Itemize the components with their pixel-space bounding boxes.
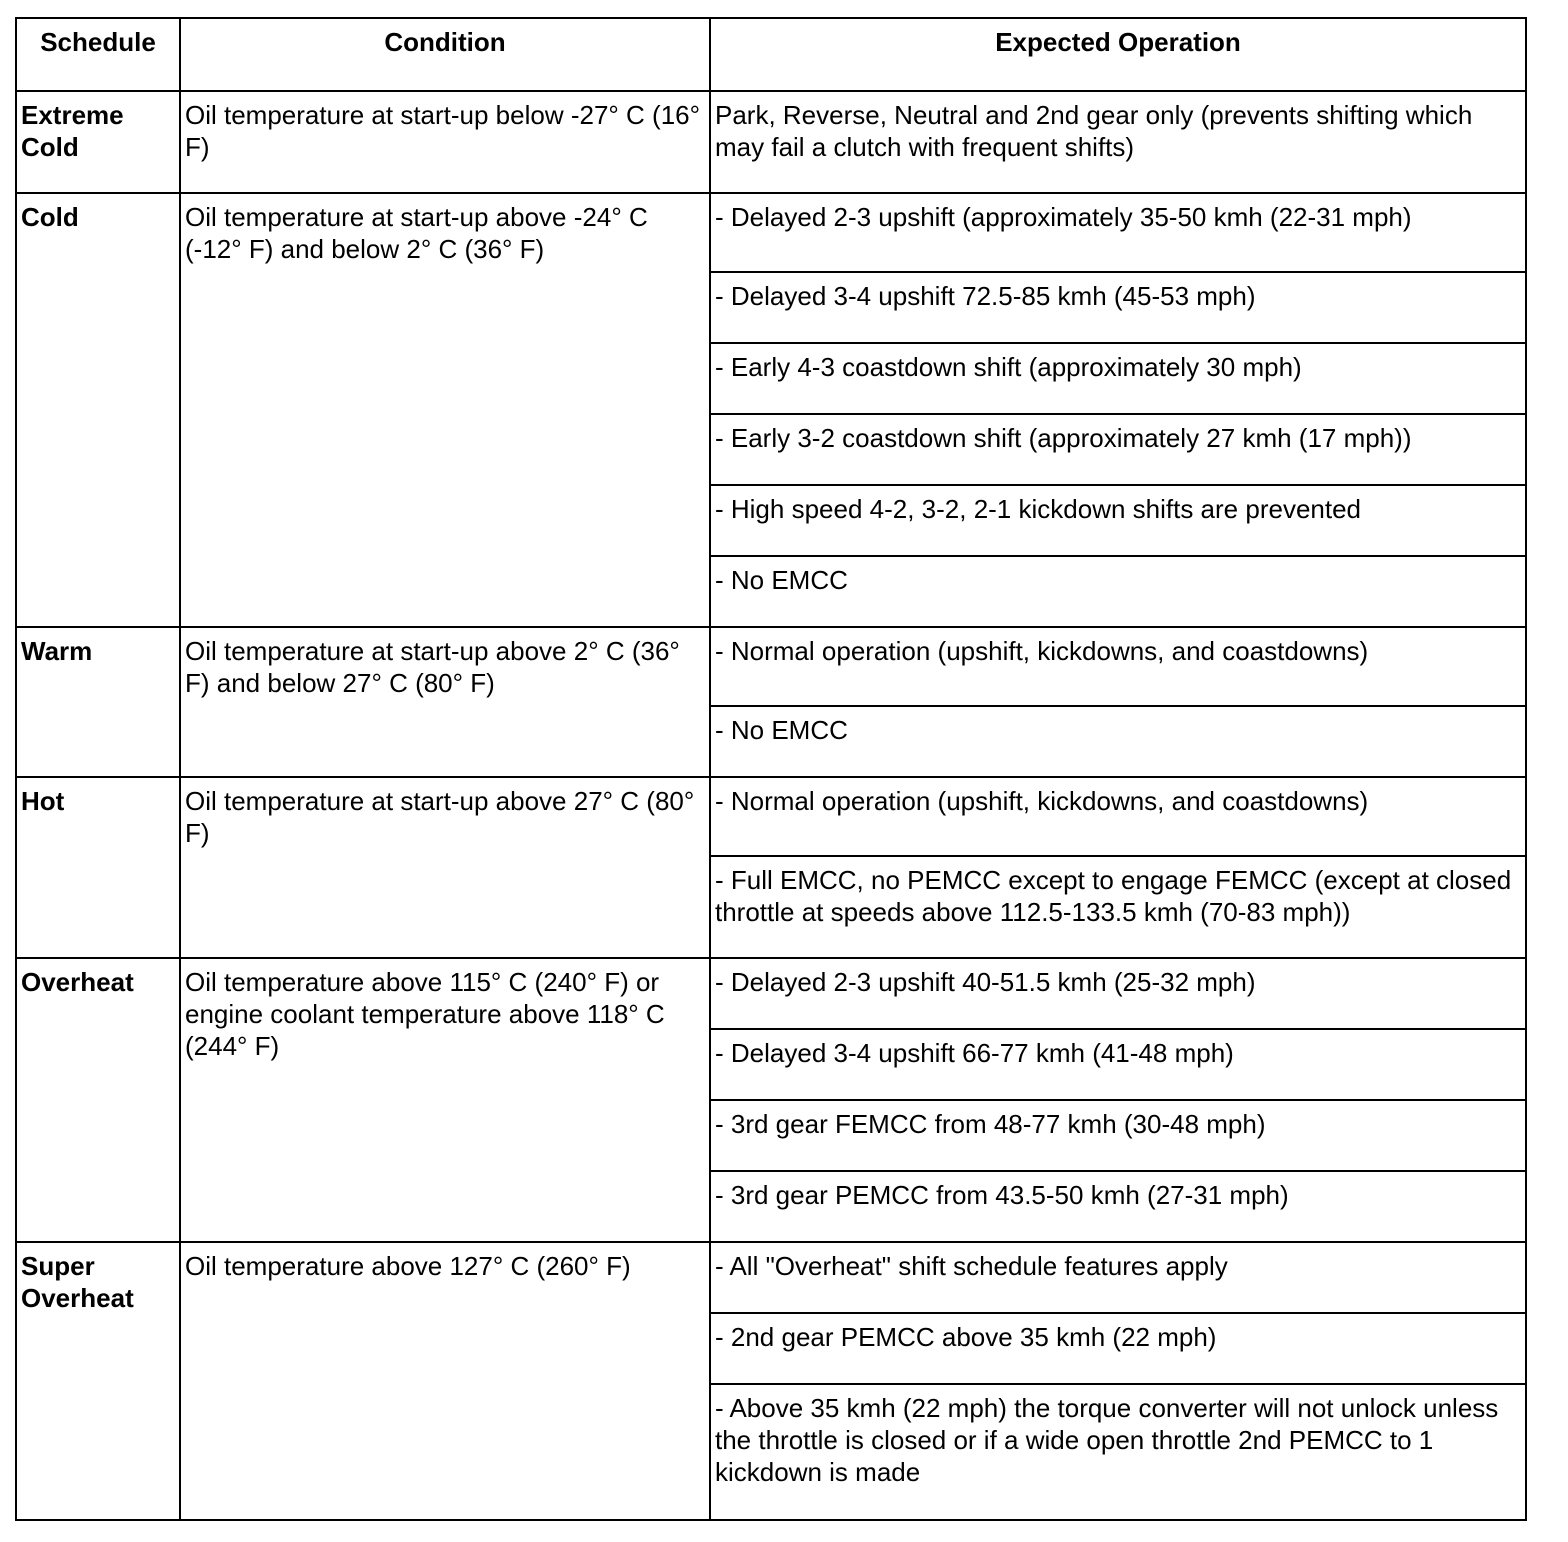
schedule-cell: Hot <box>16 777 180 958</box>
operation-cell: - Delayed 3-4 upshift 66-77 kmh (41-48 mph) <box>710 1029 1526 1100</box>
operation-cell: - Delayed 2-3 upshift (approximately 35-50 kmh (22-31 mph) <box>710 193 1526 272</box>
schedule-cell: Cold <box>16 193 180 627</box>
operation-cell: - High speed 4-2, 3-2, 2-1 kickdown shifts are prevented <box>710 485 1526 556</box>
table-row <box>16 1242 1526 1313</box>
table-body <box>16 91 1526 1520</box>
condition-cell: Oil temperature above 127° C (260° F) <box>180 1242 710 1520</box>
condition-cell: Oil temperature at start-up below -27° C (16° F) <box>180 91 710 193</box>
header-row <box>16 18 1526 91</box>
condition-cell: Oil temperature at start-up above 2° C (36° F) and below 27° C (80° F) <box>180 627 710 777</box>
operation-cell: - Early 4-3 coastdown shift (approximately 30 mph) <box>710 343 1526 414</box>
operation-cell: - 3rd gear FEMCC from 48-77 kmh (30-48 mph) <box>710 1100 1526 1171</box>
schedule-cell: Warm <box>16 627 180 777</box>
operation-cell: - No EMCC <box>710 706 1526 777</box>
operation-cell: - All "Overheat" shift schedule features apply <box>710 1242 1526 1313</box>
condition-cell: Oil temperature above 115° C (240° F) or engine coolant temperature above 118° C (244° F) <box>180 958 710 1242</box>
operation-cell: - 2nd gear PEMCC above 35 kmh (22 mph) <box>710 1313 1526 1384</box>
table-row <box>16 91 1526 193</box>
operation-cell: - No EMCC <box>710 556 1526 627</box>
operation-cell: - Normal operation (upshift, kickdowns, and coastdowns) <box>710 777 1526 856</box>
operation-cell: - Delayed 3-4 upshift 72.5-85 kmh (45-53 mph) <box>710 272 1526 343</box>
operation-cell: - Full EMCC, no PEMCC except to engage FEMCC (except at closed throttle at speeds above 112.5-133.5 kmh (70-83 mph)) <box>710 856 1526 958</box>
operation-cell: - Delayed 2-3 upshift 40-51.5 kmh (25-32 mph) <box>710 958 1526 1029</box>
operation-cell: - Above 35 kmh (22 mph) the torque converter will not unlock unless the throttle is closed or if a wide open throttle 2nd PEMCC to 1 kickdown is made <box>710 1384 1526 1520</box>
schedule-cell: Extreme Cold <box>16 91 180 193</box>
schedule-cell: Overheat <box>16 958 180 1242</box>
condition-cell: Oil temperature at start-up above 27° C (80° F) <box>180 777 710 958</box>
table-row <box>16 193 1526 272</box>
table-header <box>16 18 1526 91</box>
header-condition: Condition <box>180 18 710 91</box>
condition-cell: Oil temperature at start-up above -24° C (-12° F) and below 2° C (36° F) <box>180 193 710 627</box>
operation-cell: Park, Reverse, Neutral and 2nd gear only (prevents shifting which may fail a clutch with frequent shifts) <box>710 91 1526 193</box>
operation-cell: - 3rd gear PEMCC from 43.5-50 kmh (27-31 mph) <box>710 1171 1526 1242</box>
shift-schedule-table <box>15 17 1527 1521</box>
table-row <box>16 958 1526 1029</box>
table-row <box>16 777 1526 856</box>
header-expected-operation: Expected Operation <box>710 18 1526 91</box>
schedule-cell: Super Overheat <box>16 1242 180 1520</box>
operation-cell: - Early 3-2 coastdown shift (approximately 27 kmh (17 mph)) <box>710 414 1526 485</box>
header-schedule: Schedule <box>16 18 180 91</box>
operation-cell: - Normal operation (upshift, kickdowns, and coastdowns) <box>710 627 1526 706</box>
table-row <box>16 627 1526 706</box>
